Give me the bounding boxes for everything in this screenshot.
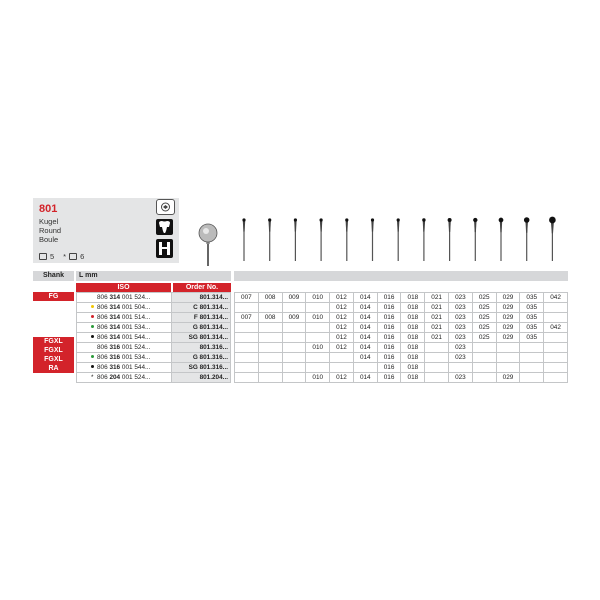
size-cell: 012 [330, 343, 354, 353]
product-number: 801 [39, 203, 58, 215]
size-cell [235, 343, 259, 353]
iso-number-cell [77, 343, 172, 353]
pack-info [39, 252, 84, 261]
size-cell [282, 333, 306, 343]
iso-part-c: 001 524... [121, 343, 151, 351]
table-row [235, 293, 568, 303]
iso-part-b: 314 [109, 323, 121, 331]
iso-part-a: 806 [97, 353, 108, 361]
shank-column-header: Shank [33, 271, 74, 281]
size-cell [282, 373, 306, 383]
size-cell [235, 323, 259, 333]
size-cell: 014 [353, 313, 377, 323]
size-cell [282, 343, 306, 353]
size-cell: 007 [235, 313, 259, 323]
size-cell: 014 [353, 353, 377, 363]
size-cell [282, 363, 306, 373]
size-cell [496, 353, 520, 363]
table-row [77, 353, 231, 363]
iso-number-cell [77, 333, 172, 343]
iso-number-cell [77, 363, 172, 373]
order-number-cell: 801.314... [172, 293, 231, 303]
iso-part-a: 806 [97, 373, 108, 381]
size-bur-012 [345, 218, 348, 261]
size-cell [282, 353, 306, 363]
size-cell [306, 353, 330, 363]
size-cell: 018 [401, 293, 425, 303]
size-cell: 012 [330, 293, 354, 303]
size-bur-007 [242, 218, 245, 261]
size-cell: 012 [330, 313, 354, 323]
size-table [234, 292, 568, 383]
size-bur-025 [499, 218, 504, 261]
size-cell [472, 343, 496, 353]
size-cell [544, 333, 568, 343]
iso-part-c: 001 544... [121, 333, 151, 341]
size-cell: 016 [377, 323, 401, 333]
size-cell: 035 [520, 303, 544, 313]
size-cell: 023 [449, 303, 473, 313]
size-cell [306, 303, 330, 313]
size-cell [520, 373, 544, 383]
main-bur-illustration [199, 224, 217, 266]
speed-icon [156, 199, 175, 215]
size-cell [306, 333, 330, 343]
size-cell: 042 [544, 293, 568, 303]
iso-column-header: ISO [76, 283, 171, 292]
table-row [235, 333, 568, 343]
iso-part-a: 806 [97, 333, 108, 341]
iso-part-c: 001 524... [121, 293, 151, 301]
size-cell: 021 [425, 313, 449, 323]
size-cell: 023 [449, 343, 473, 353]
iso-number-cell [77, 353, 172, 363]
grit-color-dot [91, 355, 94, 358]
pack-box-icon [69, 253, 77, 260]
size-cell [544, 313, 568, 323]
size-cell [330, 363, 354, 373]
handpiece-icon [156, 239, 173, 258]
size-cell [235, 363, 259, 373]
size-cell: 018 [401, 343, 425, 353]
iso-part-b: 314 [109, 333, 121, 341]
order-number-cell: SG 801.316... [172, 363, 231, 373]
table-row [77, 343, 231, 353]
product-name-de: Kugel [39, 217, 59, 226]
order-number-cell: G 801.316... [172, 353, 231, 363]
row-prefix: * [91, 373, 94, 381]
size-cell [258, 333, 282, 343]
table-row [235, 343, 568, 353]
table-row [77, 333, 231, 343]
size-cell: 029 [496, 373, 520, 383]
order-number-table [76, 292, 231, 383]
size-bur-023 [473, 218, 477, 261]
size-cell [258, 343, 282, 353]
size-cell [353, 363, 377, 373]
iso-number-cell [77, 323, 172, 333]
size-cell: 029 [496, 293, 520, 303]
size-cell: 042 [544, 323, 568, 333]
iso-part-b: 314 [109, 303, 121, 311]
grit-color-dot [91, 325, 94, 328]
size-cell [306, 323, 330, 333]
size-cell [235, 353, 259, 363]
size-cell: 018 [401, 313, 425, 323]
size-cell [282, 323, 306, 333]
size-cell: 021 [425, 303, 449, 313]
size-cell: 029 [496, 303, 520, 313]
iso-part-a: 806 [97, 343, 108, 351]
iso-part-a: 806 [97, 363, 108, 371]
iso-part-a: 806 [97, 293, 108, 301]
size-cell: 018 [401, 323, 425, 333]
grit-color-dot [91, 335, 94, 338]
size-cell: 023 [449, 313, 473, 323]
size-cell: 012 [330, 373, 354, 383]
iso-part-b: 204 [109, 373, 121, 381]
size-bur-018 [422, 218, 425, 261]
iso-part-c: 001 524... [121, 373, 151, 381]
size-bur-016 [397, 218, 400, 261]
size-cell [520, 353, 544, 363]
size-cell [258, 323, 282, 333]
iso-part-b: 316 [109, 353, 121, 361]
size-cell: 023 [449, 353, 473, 363]
size-cell: 016 [377, 373, 401, 383]
size-cell [544, 343, 568, 353]
size-bur-009 [294, 218, 297, 261]
iso-number-cell [77, 313, 172, 323]
size-cell: 023 [449, 323, 473, 333]
size-cell [235, 303, 259, 313]
size-cell: 018 [401, 373, 425, 383]
size-cell: 016 [377, 343, 401, 353]
size-cell: 016 [377, 313, 401, 323]
size-cell: 009 [282, 293, 306, 303]
size-cell [520, 363, 544, 373]
size-cell: 021 [425, 323, 449, 333]
size-cell: 018 [401, 333, 425, 343]
size-cell: 012 [330, 303, 354, 313]
size-cell [472, 373, 496, 383]
grit-color-dot [91, 305, 94, 308]
size-cell: 021 [425, 293, 449, 303]
product-name-fr: Boule [39, 235, 59, 244]
table-row [235, 303, 568, 313]
size-cell [496, 343, 520, 353]
table-row [235, 353, 568, 363]
iso-part-b: 314 [109, 313, 121, 321]
iso-part-c: 001 504... [121, 303, 151, 311]
size-cell: 014 [353, 293, 377, 303]
size-cell [544, 303, 568, 313]
iso-part-c: 001 544... [121, 363, 151, 371]
size-cell: 023 [449, 373, 473, 383]
size-cell: 025 [472, 303, 496, 313]
size-cell: 014 [353, 333, 377, 343]
size-cell: 025 [472, 293, 496, 303]
length-column-header: L mm [76, 271, 231, 281]
shank-label-ra: RA [33, 364, 74, 373]
size-cell: 035 [520, 293, 544, 303]
size-cell [282, 303, 306, 313]
table-row [77, 373, 231, 383]
size-bur-008 [268, 218, 271, 261]
table-row [77, 363, 231, 373]
size-cell: 010 [306, 293, 330, 303]
size-cell: 014 [353, 323, 377, 333]
size-bur-014 [371, 218, 374, 261]
pack-box-icon [39, 253, 47, 260]
size-cell [330, 353, 354, 363]
size-cell: 018 [401, 353, 425, 363]
grit-color-dot [91, 315, 94, 318]
iso-number-cell [77, 303, 172, 313]
size-cell [496, 363, 520, 373]
table-row [77, 313, 231, 323]
shank-label-fgxl: FGXL [33, 337, 74, 346]
pack-multi-prefix: * [63, 252, 67, 261]
size-bur-029 [524, 217, 530, 261]
order-number-cell: 801.204... [172, 373, 231, 383]
size-cell: 012 [330, 333, 354, 343]
size-cell: 016 [377, 353, 401, 363]
size-cell: 008 [258, 313, 282, 323]
iso-part-a: 806 [97, 303, 108, 311]
iso-number-cell [77, 373, 172, 383]
table-row [235, 313, 568, 323]
size-cell [306, 363, 330, 373]
size-cell: 035 [520, 323, 544, 333]
iso-part-b: 316 [109, 363, 121, 371]
size-cell: 016 [377, 293, 401, 303]
size-cell: 023 [449, 333, 473, 343]
table-row [77, 323, 231, 333]
tooth-icon [156, 219, 173, 235]
size-cell [472, 363, 496, 373]
size-cell: 010 [306, 343, 330, 353]
iso-part-b: 314 [109, 293, 121, 301]
iso-number-cell [77, 293, 172, 303]
order-column-header: Order No. [173, 283, 231, 292]
size-cell [544, 363, 568, 373]
size-cell [258, 353, 282, 363]
iso-part-a: 806 [97, 313, 108, 321]
order-number-cell: G 801.314... [172, 323, 231, 333]
size-cell: 016 [377, 333, 401, 343]
product-name-en: Round [39, 226, 62, 235]
table-row [235, 323, 568, 333]
size-bur-010 [320, 218, 323, 261]
size-cell [425, 373, 449, 383]
size-cell: 016 [377, 303, 401, 313]
order-number-cell: SG 801.314... [172, 333, 231, 343]
size-cell: 025 [472, 323, 496, 333]
iso-part-a: 806 [97, 323, 108, 331]
iso-part-b: 316 [109, 343, 121, 351]
size-cell [258, 363, 282, 373]
size-cell [520, 343, 544, 353]
size-bur-021 [448, 218, 452, 261]
table-row [77, 303, 231, 313]
size-cell [258, 303, 282, 313]
iso-part-c: 001 534... [121, 353, 151, 361]
bur-illustrations [185, 198, 565, 268]
order-number-cell: 801.316... [172, 343, 231, 353]
size-cell: 014 [353, 373, 377, 383]
size-cell [449, 363, 473, 373]
grit-color-dot [91, 365, 94, 368]
table-row [77, 293, 231, 303]
size-cell [425, 363, 449, 373]
size-cell [425, 353, 449, 363]
table-row [235, 363, 568, 373]
order-number-cell: C 801.314... [172, 303, 231, 313]
shank-label-fgxl: FGXL [33, 346, 74, 355]
size-cell [235, 373, 259, 383]
size-cell [544, 373, 568, 383]
size-cell: 029 [496, 333, 520, 343]
size-bur-035 [549, 217, 556, 261]
size-cell: 029 [496, 323, 520, 333]
size-cell: 025 [472, 313, 496, 323]
iso-part-c: 001 534... [121, 323, 151, 331]
size-cell: 029 [496, 313, 520, 323]
size-cell [544, 353, 568, 363]
shank-label-fg: FG [33, 292, 74, 301]
size-cell: 014 [353, 303, 377, 313]
size-cell: 008 [258, 293, 282, 303]
shank-label-fgxl: FGXL [33, 355, 74, 364]
size-cell: 035 [520, 313, 544, 323]
size-cell [235, 333, 259, 343]
pack-multi-count: 6 [80, 252, 85, 261]
size-cell: 016 [377, 363, 401, 373]
size-cell: 023 [449, 293, 473, 303]
size-cell: 010 [306, 313, 330, 323]
size-cell: 021 [425, 333, 449, 343]
sizes-header-bar [234, 271, 568, 281]
size-cell [258, 373, 282, 383]
size-cell: 018 [401, 363, 425, 373]
size-cell: 009 [282, 313, 306, 323]
size-cell: 025 [472, 333, 496, 343]
size-cell: 010 [306, 373, 330, 383]
size-cell [472, 353, 496, 363]
size-cell: 018 [401, 303, 425, 313]
size-cell: 012 [330, 323, 354, 333]
pack-single-count: 5 [50, 252, 55, 261]
iso-part-c: 001 514... [121, 313, 151, 321]
order-number-cell: F 801.314... [172, 313, 231, 323]
size-cell: 014 [353, 343, 377, 353]
size-cell: 007 [235, 293, 259, 303]
size-cell: 035 [520, 333, 544, 343]
size-cell [425, 343, 449, 353]
table-row [235, 373, 568, 383]
